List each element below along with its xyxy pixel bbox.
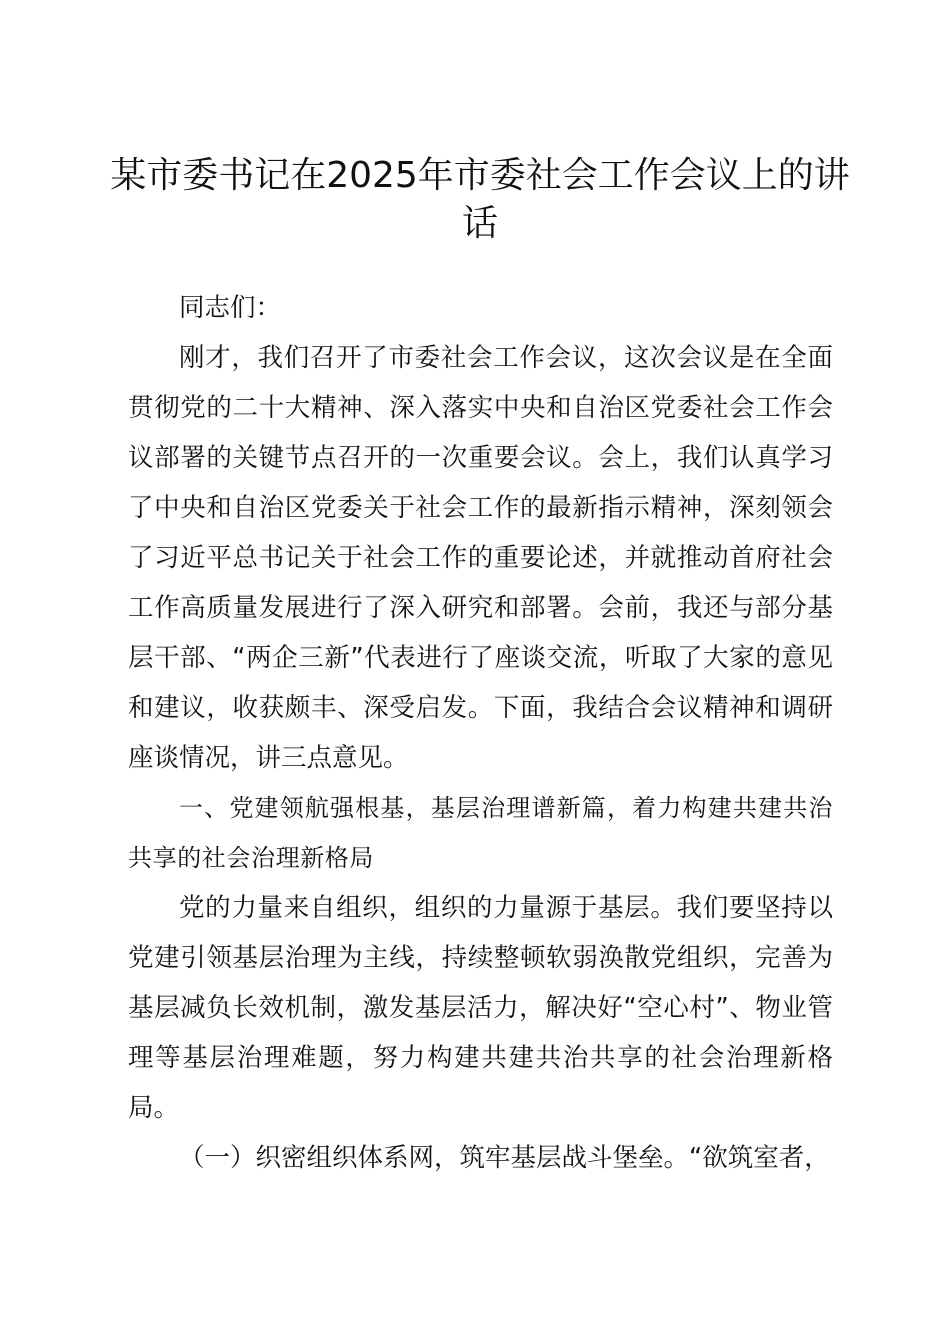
section-1-paragraph: 党的力量来自组织，组织的力量源于基层。我们要坚持以党建引领基层治理为主线，持续整顿软弱涣散党组织，完善为基层减负长效机制，激发基层活力，解决好“空心村”、物业管理等基层治理难题，努力构建共建共治共享的社会治理新格局。 (128, 893, 833, 1123)
document-title: 某市委书记在2025年市委社会工作会议上的讲话 (110, 155, 850, 244)
opening-paragraph: 刚才，我们召开了市委社会工作会议，这次会议是在全面贯彻党的二十大精神、深入落实中央和自治区党委社会工作会议部署的关键节点召开的一次重要会议。会上，我们认真学习了中央和自治区党委关于社会工作的最新指示精神，深刻领会了习近平总书记关于社会工作的重要论述，并就推动首府社会工作高质量发展进行了深入研究和部署。会前，我还与部分基层干部、“两企三新”代表进行了座谈交流，听取了大家的意见和建议，收获颇丰、深受启发。下面，我结合会议精神和调研座谈情况，讲三点意见。 (128, 343, 833, 773)
salutation: 同志们： (179, 293, 282, 323)
subsection-1-paragraph: （一）织密组织体系网，筑牢基层战斗堡垒。“欲筑室者， (179, 1143, 830, 1173)
section-heading-1: 一、党建领航强根基，基层治理谱新篇，着力构建共建共治共享的社会治理新格局 (128, 794, 833, 872)
document-body (128, 283, 833, 1183)
